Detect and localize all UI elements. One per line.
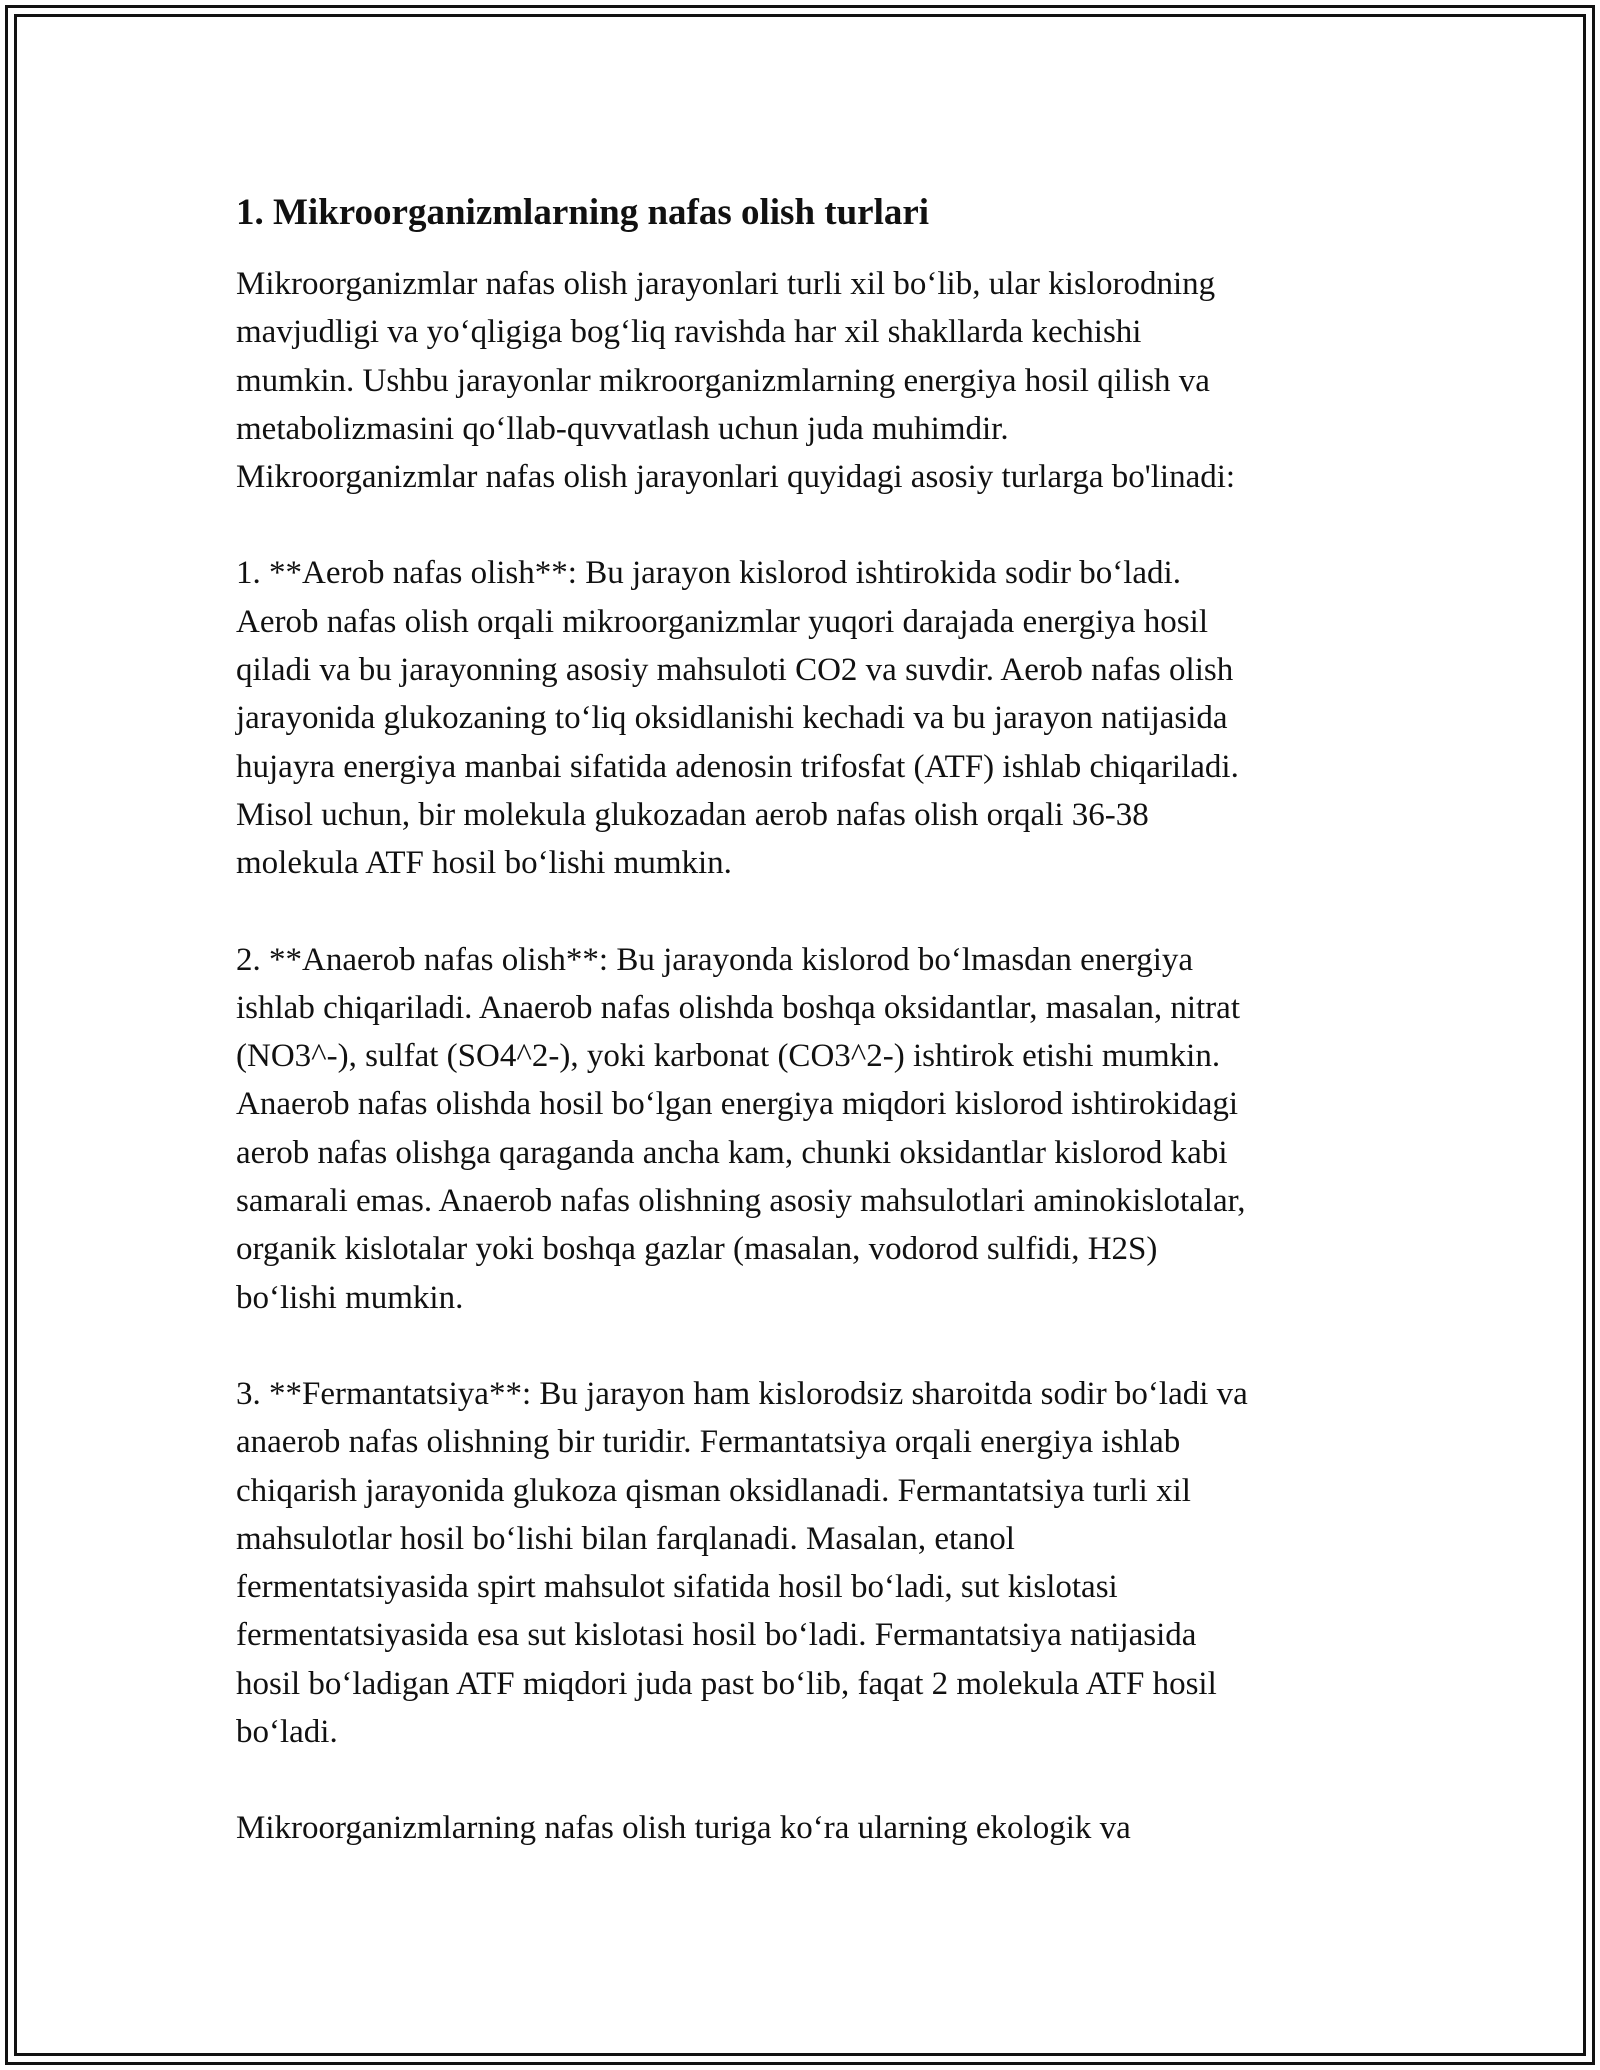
text-line: 1. **Aerob nafas olish**: Bu jarayon kislorod ishtirokida sodir bo‘ladi. bbox=[236, 555, 1181, 592]
paragraph-intro bbox=[236, 260, 1366, 501]
text-line: mavjudligi va yo‘qligiga bog‘liq ravishda har xil shakllarda kechishi bbox=[236, 314, 1142, 351]
text-line: anaerob nafas olishning bir turidir. Fermantatsiya orqali energiya ishlab bbox=[236, 1424, 1181, 1461]
text-line: organik kislotalar yoki boshqa gazlar (masalan, vodorod sulfidi, H2S) bbox=[236, 1231, 1158, 1268]
text-line: Mikroorganizmlarning nafas olish turiga ko‘ra ularning ekologik va bbox=[236, 1810, 1131, 1847]
text-line: chiqarish jarayonida glukoza qisman oksidlanadi. Fermantatsiya turli xil bbox=[236, 1472, 1191, 1509]
text-line: mahsulotlar hosil bo‘lishi bilan farqlanadi. Masalan, etanol bbox=[236, 1520, 1015, 1557]
text-line: ishlab chiqariladi. Anaerob nafas olishda boshqa oksidantlar, masalan, nitrat bbox=[236, 989, 1240, 1026]
text-line: samarali emas. Anaerob nafas olishning asosiy mahsulotlari aminokislotalar, bbox=[236, 1183, 1246, 1220]
paragraph-conclusion bbox=[236, 1804, 1366, 1852]
text-line: jarayonida glukozaning to‘liq oksidlanishi kechadi va bu jarayon natijasida bbox=[236, 700, 1228, 737]
paragraph-aerob bbox=[236, 549, 1366, 887]
paragraph-fermantatsiya bbox=[236, 1370, 1366, 1756]
text-line: hosil bo‘ladigan ATF miqdori juda past bo‘lib, faqat 2 molekula ATF hosil bbox=[236, 1665, 1217, 1702]
paragraph-anaerob bbox=[236, 936, 1366, 1322]
text-line: Misol uchun, bir molekula glukozadan aerob nafas olish orqali 36-38 bbox=[236, 796, 1149, 833]
text-line: hujayra energiya manbai sifatida adenosin trifosfat (ATF) ishlab chiqariladi. bbox=[236, 748, 1239, 785]
text-line: (NO3^-), sulfat (SO4^2-), yoki karbonat (CO3^2-) ishtirok etishi mumkin. bbox=[236, 1038, 1221, 1075]
text-line: fermentatsiyasida esa sut kislotasi hosil bo‘ladi. Fermantatsiya natijasida bbox=[236, 1617, 1197, 1654]
text-line: metabolizmasini qo‘llab-quvvatlash uchun juda muhimdir. bbox=[236, 410, 1009, 447]
text-line: qiladi va bu jarayonning asosiy mahsuloti CO2 va suvdir. Aerob nafas olish bbox=[236, 652, 1234, 689]
text-line: Aerob nafas olish orqali mikroorganizmlar yuqori darajada energiya hosil bbox=[236, 603, 1208, 640]
text-line: molekula ATF hosil bo‘lishi mumkin. bbox=[236, 845, 732, 882]
text-line: mumkin. Ushbu jarayonlar mikroorganizmlarning energiya hosil qilish va bbox=[236, 362, 1210, 399]
text-line: 2. **Anaerob nafas olish**: Bu jarayonda kislorod bo‘lmasdan energiya bbox=[236, 941, 1194, 978]
text-line: Mikroorganizmlar nafas olish jarayonlari turli xil bo‘lib, ular kislorodning bbox=[236, 266, 1216, 302]
text-line: Mikroorganizmlar nafas olish jarayonlari quyidagi asosiy turlarga bo'linadi: bbox=[236, 459, 1236, 496]
text-line: aerob nafas olishga qaraganda ancha kam, chunki oksidantlar kislorod kabi bbox=[236, 1134, 1228, 1171]
document-body bbox=[236, 185, 1366, 1853]
text-line: bo‘lishi mumkin. bbox=[236, 1279, 464, 1316]
text-line: Anaerob nafas olishda hosil bo‘lgan energiya miqdori kislorod ishtirokidagi bbox=[236, 1086, 1239, 1123]
text-line: bo‘ladi. bbox=[236, 1714, 338, 1751]
text-line: 3. **Fermantatsiya**: Bu jarayon ham kislorodsiz sharoitda sodir bo‘ladi va bbox=[236, 1375, 1248, 1412]
section-heading: 1. Mikroorganizmlarning nafas olish turlari bbox=[236, 192, 930, 233]
text-line: fermentatsiyasida spirt mahsulot sifatida hosil bo‘ladi, sut kislotasi bbox=[236, 1569, 1118, 1606]
